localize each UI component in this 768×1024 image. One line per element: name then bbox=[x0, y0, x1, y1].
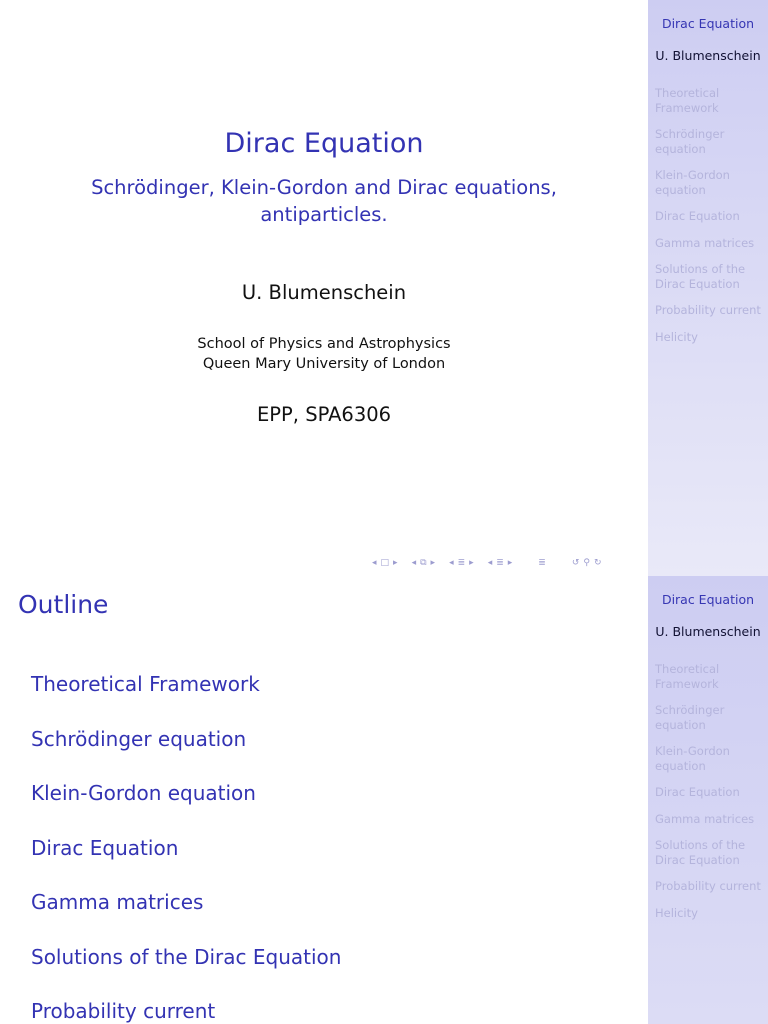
outline-item-theoretical-framework[interactable]: Theoretical Framework bbox=[31, 672, 260, 696]
search-icon[interactable]: ⚲ bbox=[583, 558, 590, 568]
nav-prev-subsection-icon[interactable]: ◂ bbox=[449, 558, 454, 568]
sidebar-item-probability-current[interactable]: Probability current bbox=[655, 879, 761, 893]
presentation-subtitle bbox=[0, 174, 648, 228]
sidebar-item-dirac-equation[interactable]: Dirac Equation bbox=[655, 209, 740, 223]
sidebar-item-klein-gordon[interactable]: Klein-Gordon equation bbox=[655, 168, 730, 197]
nav-next-slide-icon[interactable]: ▸ bbox=[393, 558, 398, 568]
sidebar-item-solutions[interactable]: Solutions of the Dirac Equation bbox=[655, 838, 746, 867]
sidebar-item-schrodinger[interactable]: Schrödinger equation bbox=[655, 703, 725, 732]
slide-icon[interactable]: □ bbox=[380, 558, 390, 568]
sidebar bbox=[648, 576, 768, 1024]
subtitle-line-1: Schrödinger, Klein-Gordon and Dirac equations, bbox=[91, 176, 557, 199]
sidebar-item-schrodinger[interactable]: Schrödinger equation bbox=[655, 127, 725, 156]
outline-item-schrodinger[interactable]: Schrödinger equation bbox=[31, 726, 247, 751]
search-back-icon[interactable]: ↺ bbox=[571, 558, 580, 568]
subtitle-line-2: antiparticles. bbox=[260, 203, 388, 226]
institute-line-1: School of Physics and Astrophysics bbox=[197, 336, 451, 352]
sidebar-toc bbox=[655, 662, 765, 932]
sidebar-item-theoretical-framework[interactable]: Theoretical Framework bbox=[655, 86, 720, 115]
section-icon[interactable]: ≣ bbox=[496, 558, 504, 568]
frame-icon[interactable]: ⧉ bbox=[420, 558, 427, 568]
sidebar-item-solutions[interactable]: Solutions of the Dirac Equation bbox=[655, 262, 746, 291]
course-code: EPP, SPA6306 bbox=[256, 403, 392, 426]
sidebar-toc bbox=[655, 86, 765, 356]
sidebar-author[interactable]: U. Blumenschein bbox=[655, 48, 761, 63]
outline-list bbox=[31, 670, 341, 1024]
sidebar-item-helicity[interactable]: Helicity bbox=[655, 329, 698, 344]
outline-item-solutions[interactable]: Solutions of the Dirac Equation bbox=[31, 944, 342, 969]
nav-prev-frame-icon[interactable]: ◂ bbox=[411, 558, 417, 568]
sidebar-item-gamma-matrices[interactable]: Gamma matrices bbox=[655, 235, 755, 250]
sidebar-title[interactable]: Dirac Equation bbox=[661, 16, 755, 31]
institute bbox=[0, 334, 648, 374]
outline-item-probability-current[interactable]: Probability current bbox=[31, 999, 216, 1023]
outline-item-dirac-equation[interactable]: Dirac Equation bbox=[31, 835, 179, 860]
sidebar-item-probability-current[interactable]: Probability current bbox=[655, 303, 761, 317]
outline-item-klein-gordon[interactable]: Klein-Gordon equation bbox=[31, 781, 256, 805]
sidebar-item-gamma-matrices[interactable]: Gamma matrices bbox=[655, 811, 755, 826]
outline-slide bbox=[0, 576, 768, 1024]
nav-next-section-icon[interactable]: ▸ bbox=[507, 558, 513, 568]
sidebar bbox=[648, 0, 768, 576]
sidebar-author[interactable]: U. Blumenschein bbox=[655, 624, 761, 639]
nav-next-subsection-icon[interactable]: ▸ bbox=[469, 558, 474, 568]
search-forward-icon[interactable]: ↻ bbox=[593, 558, 602, 568]
nav-prev-slide-icon[interactable]: ◂ bbox=[372, 558, 377, 568]
sidebar-item-klein-gordon[interactable]: Klein-Gordon equation bbox=[655, 744, 730, 773]
nav-next-frame-icon[interactable]: ▸ bbox=[430, 558, 436, 568]
author-name: U. Blumenschein bbox=[241, 281, 407, 304]
institute-line-2: Queen Mary University of London bbox=[202, 356, 446, 372]
presentation-title: Dirac Equation bbox=[224, 128, 424, 159]
subsection-icon[interactable]: ≣ bbox=[457, 558, 466, 568]
sidebar-title[interactable]: Dirac Equation bbox=[661, 592, 755, 607]
navigation-bar bbox=[372, 556, 602, 570]
sidebar-item-helicity[interactable]: Helicity bbox=[655, 905, 698, 920]
frame-title: Outline bbox=[18, 590, 109, 619]
nav-prev-section-icon[interactable]: ◂ bbox=[487, 558, 493, 568]
outline-item-gamma-matrices[interactable]: Gamma matrices bbox=[31, 890, 204, 914]
sidebar-item-theoretical-framework[interactable]: Theoretical Framework bbox=[655, 662, 720, 691]
sidebar-item-dirac-equation[interactable]: Dirac Equation bbox=[655, 785, 740, 799]
appendix-icon[interactable]: ≣ bbox=[538, 558, 546, 568]
